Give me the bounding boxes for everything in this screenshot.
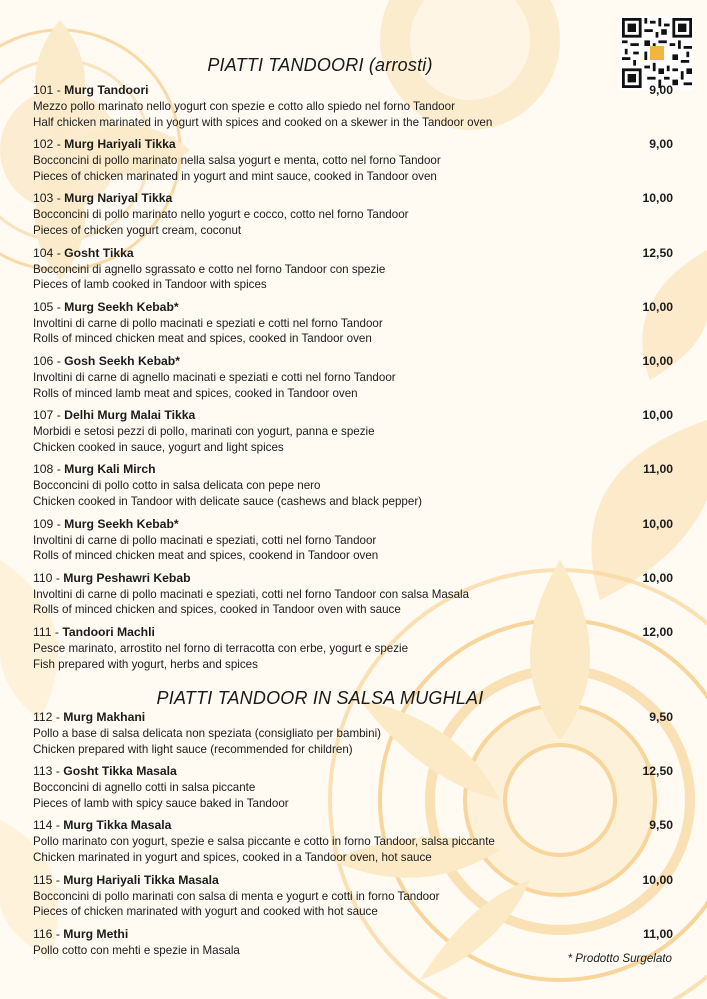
menu-item-name: Murg Seekh Kebab* xyxy=(64,516,179,531)
menu-item-description-italian: Pesce marinato, arrostito nel forno di terracotta con erbe, yogurt e spezie xyxy=(33,642,409,655)
footnote: * Prodotto Surgelato xyxy=(567,952,672,965)
menu-item xyxy=(33,190,673,238)
menu-item-number: 108 - xyxy=(33,462,65,477)
menu-item-description-english: Rolls of minced chicken meat and spices, cookend in Tandoor oven xyxy=(33,549,379,563)
menu-item-number: 111 - xyxy=(33,625,63,639)
menu-item-price: 12,50 xyxy=(642,764,673,779)
menu-item-name: Murg Hariyali Tikka Masala xyxy=(63,872,219,887)
menu-item-name: Murg Hariyali Tikka xyxy=(64,137,176,152)
menu-item xyxy=(33,624,673,672)
menu-item xyxy=(33,817,673,865)
menu-item xyxy=(33,763,673,811)
menu-item-name: Gosht Tikka Masala xyxy=(63,764,177,779)
menu-item-description-english: Pieces of chicken marinated in yogurt and mint sauce, cooked in Tandoor oven xyxy=(33,169,437,183)
menu-item xyxy=(33,709,673,757)
menu-item-description-english: Rolls of minced lamb meat and spices, cooked in Tandoor oven xyxy=(33,386,358,400)
menu-item-name: Tandoori Machli xyxy=(62,625,155,639)
menu-item-description-english: Rolls of minced chicken and spices, cooked in Tandoor oven with sauce xyxy=(33,603,401,617)
menu-item-description-english: Chicken prepared with light sauce (recommended for children) xyxy=(33,742,353,756)
menu-item-number: 116 - xyxy=(33,926,64,941)
menu-item-description-italian: Bocconcini di pollo cotto in salsa delicata con pepe nero xyxy=(33,479,321,493)
menu-item-price: 10,00 xyxy=(642,872,673,887)
menu-item-description-english: Pieces of chicken yogurt cream, coconut xyxy=(33,223,242,237)
menu-item-description-italian: Bocconcini di pollo marinati con salsa di menta e yogurt e cotti in forno Tandoor xyxy=(33,889,440,903)
menu-item-number: 109 - xyxy=(33,516,65,531)
menu-item-description-italian: Involtini di carne di pollo macinati e speziati, cotti nel forno Tandoor xyxy=(33,533,377,547)
menu-item-description-english: Pieces of lamb with spicy sauce baked in Tandoor xyxy=(33,796,289,810)
menu-item-heading xyxy=(33,245,673,262)
menu-item-price: 10,00 xyxy=(642,299,673,314)
menu-item xyxy=(33,136,673,184)
menu-item-heading xyxy=(33,817,673,834)
menu-item-price: 11,00 xyxy=(643,926,673,941)
menu-item-name: Murg Tikka Masala xyxy=(63,818,172,833)
menu-item-description-italian: Bocconcini di agnello sgrassato e cotto nel forno Tandoor con spezie xyxy=(33,262,386,276)
section-title-mughlai: PIATTI TANDOOR IN SALSA MUGHLAI xyxy=(156,688,484,708)
menu-item-description-english: Rolls of minced chicken meat and spices, cooked in Tandoor oven xyxy=(33,332,372,346)
menu-item xyxy=(33,353,673,401)
menu-item-heading xyxy=(33,516,673,533)
menu-item-description-italian: Mezzo pollo marinato nello yogurt con spezie e cotto allo spiedo nel forno Tandoor xyxy=(33,100,455,113)
menu-item-number: 112 - xyxy=(33,710,64,724)
menu-item-number: 107 - xyxy=(33,408,65,423)
menu-item-price: 10,00 xyxy=(642,516,673,531)
menu-item-name: Murg Kali Mirch xyxy=(64,462,156,477)
menu-item-price: 11,00 xyxy=(643,462,673,477)
menu-item-heading xyxy=(33,353,673,370)
menu-item-name: Murg Nariyal Tikka xyxy=(64,191,173,206)
menu-item-heading xyxy=(33,461,673,478)
menu-item-name: Murg Makhani xyxy=(63,710,146,724)
menu-item-price: 10,00 xyxy=(642,408,673,423)
section-title-tandoori: PIATTI TANDOORI (arrosti) xyxy=(207,55,433,75)
menu-item-number: 114 - xyxy=(33,818,64,833)
menu-item-name: Murg Tandoori xyxy=(64,83,149,97)
menu-item-description-english: Chicken cooked in Tandoor with delicate sauce (cashews and black pepper) xyxy=(33,494,423,508)
menu-item-number: 106 - xyxy=(33,354,65,368)
menu-item-description-english: Chicken marinated in yogurt and spices, cooked in a Tandoor oven, hot sauce xyxy=(33,850,432,864)
menu-item-price: 10,00 xyxy=(642,191,673,206)
menu-item-description-english: Pieces of chicken marinated with yogurt and cooked with hot sauce xyxy=(33,905,378,919)
menu-item-description-italian: Pollo marinato con yogurt, spezie e salsa piccante e cotto in forno Tandoor, salsa piccante xyxy=(33,835,495,849)
menu-item-description-italian: Bocconcini di pollo marinato nello yogurt e cocco, cotto nel forno Tandoor xyxy=(33,208,409,222)
menu-item-name: Gosh Seekh Kebab* xyxy=(64,354,180,368)
menu-item-price: 12,50 xyxy=(642,245,673,260)
menu-item xyxy=(33,516,673,564)
menu-item-description-english: Chicken cooked in sauce, yogurt and light spices xyxy=(33,440,284,454)
menu-item-price: 10,00 xyxy=(642,570,673,585)
menu-item-heading xyxy=(33,570,673,587)
menu-item-number: 113 - xyxy=(33,764,64,779)
menu-item-number: 103 - xyxy=(33,191,65,206)
menu-item-price: 12,00 xyxy=(642,625,673,639)
menu-item-number: 115 - xyxy=(33,872,64,887)
menu-item xyxy=(33,872,673,920)
menu-item-heading xyxy=(33,407,673,424)
menu-item-heading xyxy=(33,82,673,99)
menu-item xyxy=(33,245,673,293)
menu-item xyxy=(33,82,673,130)
menu-item-description-italian: Pollo cotto con mehti e spezie in Masala xyxy=(33,943,240,957)
menu-item-number: 101 - xyxy=(33,83,65,97)
menu-item-heading xyxy=(33,926,673,943)
menu-item-heading xyxy=(33,624,673,641)
menu-item-price: 9,50 xyxy=(649,710,673,724)
menu-item-name: Delhi Murg Malai Tikka xyxy=(64,408,196,423)
menu-item-description-italian: Morbidi e setosi pezzi di pollo, marinati con yogurt, panna e spezie xyxy=(33,425,375,439)
menu-item-price: 9,00 xyxy=(649,83,673,97)
menu-item-heading xyxy=(33,136,673,153)
menu-item-description-italian: Bocconcini di agnello cotti in salsa piccante xyxy=(33,781,256,795)
menu-item-description-italian: Involtini di carne di pollo macinati e speziati e cotti nel forno Tandoor xyxy=(33,316,383,330)
menu-item-name: Murg Methi xyxy=(63,926,129,941)
menu-item-description-italian: Involtini di carne di pollo macinati e speziati, cotti nel forno Tandoor con salsa Masala xyxy=(33,587,470,601)
menu-item xyxy=(33,407,673,455)
menu-item-heading xyxy=(33,763,673,780)
menu-item-heading xyxy=(33,190,673,207)
menu-item-description-italian: Pollo a base di salsa delicata non speziata (consigliato per bambini) xyxy=(33,727,382,740)
menu-item-number: 104 - xyxy=(33,245,65,260)
menu-item xyxy=(33,570,673,618)
menu-item-heading xyxy=(33,872,673,889)
menu-item-price: 10,00 xyxy=(642,354,673,368)
menu-item-description-english: Half chicken marinated in yogurt with spices and cooked on a skewer in the Tandoor oven xyxy=(33,115,493,129)
menu-item-heading xyxy=(33,709,673,726)
menu-item-description-italian: Bocconcini di pollo marinato nella salsa yogurt e menta, cotto nel forno Tandoor xyxy=(33,154,441,168)
menu-item-price: 9,50 xyxy=(649,818,673,833)
menu-item-name: Murg Seekh Kebab* xyxy=(64,299,179,314)
qr-code-icon xyxy=(620,16,694,90)
menu-item-description-english: Pieces of lamb cooked in Tandoor with spices xyxy=(33,278,267,292)
menu-item xyxy=(33,299,673,347)
menu-item-name: Gosht Tikka xyxy=(64,245,134,260)
menu-item-number: 105 - xyxy=(33,299,65,314)
menu-item-price: 9,00 xyxy=(649,137,673,152)
menu-item-description-english: Fish prepared with yogurt, herbs and spices xyxy=(33,657,258,671)
menu-item-description-italian: Involtini di carne di agnello macinati e speziati e cotti nel forno Tandoor xyxy=(33,371,396,384)
menu-item-number: 102 - xyxy=(33,137,65,152)
menu-item-number: 110 - xyxy=(33,570,64,585)
menu-item-heading xyxy=(33,299,673,316)
menu-item-name: Murg Peshawri Kebab xyxy=(63,570,191,585)
menu-item xyxy=(33,461,673,509)
